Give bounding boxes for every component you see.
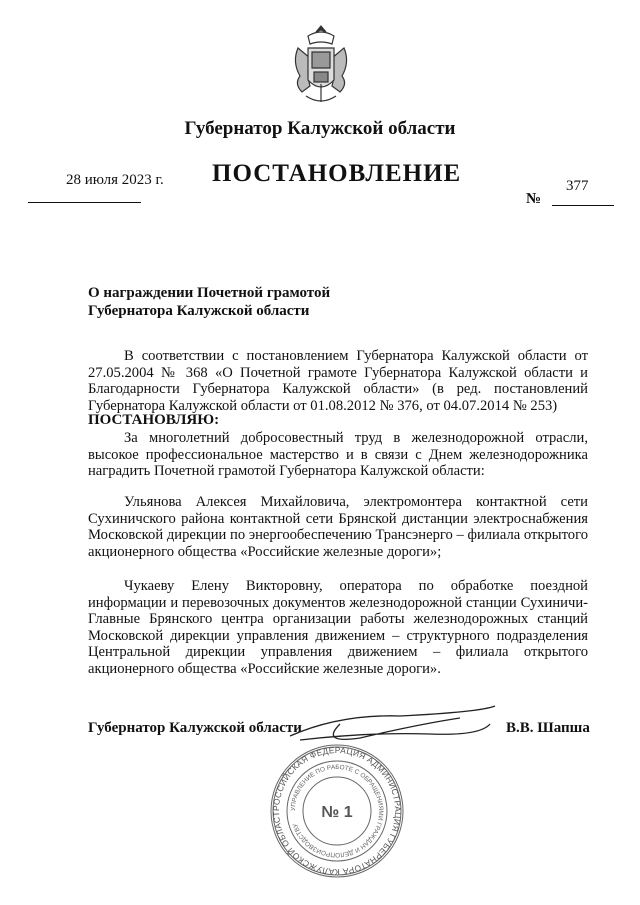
coat-of-arms-emblem <box>286 22 356 108</box>
awardee-paragraph-1 <box>88 494 588 560</box>
subject-line-2: Губернатора Калужской области <box>88 303 310 319</box>
number-underline <box>552 205 614 206</box>
seal-number: № 1 <box>321 804 353 821</box>
signatory-name: В.В. Шапша <box>506 720 590 736</box>
preamble-text: В соответствии с постановлением Губернатора Калужской области от 27.05.2004 № 368 «О Почетной грамоте Губернатора Калужской области и Благодарности Губернатора Калужской области» (в ред. постановлений Губернатора Калужской области от 01.08.2012 № 376, от 04.07.2014 № 253) <box>88 348 588 414</box>
document-date: 28 июля 2023 г. <box>66 172 164 188</box>
main-text: За многолетний добросовестный труд в железнодорожной отрасли, высокое профессиональное мастерство и в связи с Днем железнодорожника наградить Почетной грамотой Губернатора Калужской области: <box>88 430 588 479</box>
number-label: № <box>526 191 542 207</box>
preamble-paragraph <box>88 348 588 414</box>
official-seal <box>268 742 406 880</box>
authority-title: Губернатор Калужской области <box>184 118 456 139</box>
awardee-paragraph-2 <box>88 578 588 677</box>
document-subject <box>88 284 330 320</box>
signatory-title: Губернатор Калужской области <box>88 720 302 736</box>
subject-line-1: О награждении Почетной грамотой <box>88 285 331 301</box>
seal-inner-text: УПРАВЛЕНИЕ ПО РАБОТЕ С ОБРАЩЕНИЯМИ ГРАЖДАН И ДЕЛОПРОИЗВОДСТВУ <box>289 763 385 859</box>
seal-outer-text: РОССИЙСКАЯ ФЕДЕРАЦИЯ АДМИНИСТРАЦИЯ ГУБЕРНАТОРА КАЛУЖСКОЙ ОБЛАСТ <box>270 744 404 878</box>
date-underline <box>28 202 141 203</box>
document-type-heading: ПОСТАНОВЛЕНИЕ <box>212 160 462 187</box>
main-paragraph <box>88 430 588 480</box>
awardee-1-text: Ульянова Алексея Михайловича, электромонтера контактной сети Сухиничского района контактной сети Брянской дистанции электроснабжения Московской дирекции по энергообеспечению Трансэнерго – филиала открытого акционерного общества «Российские железные дороги»; <box>88 494 588 560</box>
document-number: 377 <box>566 178 589 194</box>
awardee-2-text: Чукаеву Елену Викторовну, оператора по обработке поездной информации и перевозочных документов железнодорожной станции Сухиничи-Главные Брянского центра организации работы железнодорожных станций Московской дирекции управления движением – структурного подразделения Центральной дирекции управления движением – филиала открытого акционерного общества «Российские железные дороги». <box>88 578 588 677</box>
decree-word: ПОСТАНОВЛЯЮ: <box>88 412 220 428</box>
